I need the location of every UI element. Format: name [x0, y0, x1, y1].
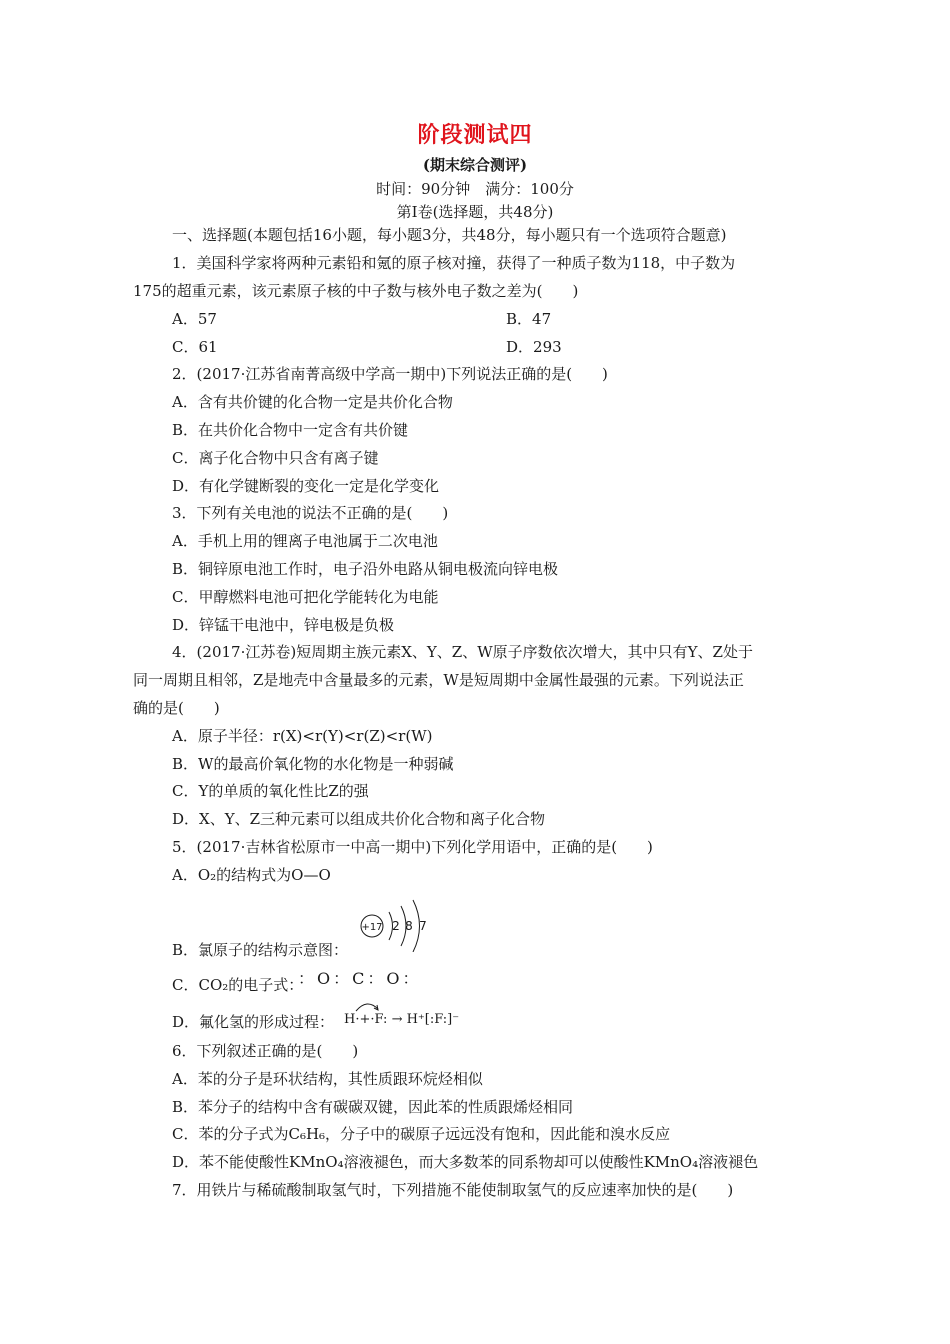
nucleus-charge-label: +17 [361, 922, 383, 933]
electron-transfer-arrow-icon [354, 1000, 380, 1012]
q2-option-a: A．含有共价键的化合物一定是共价化合物 [172, 393, 453, 411]
chlorine-atom-structure-diagram [358, 894, 436, 952]
q5-option-a: A．O₂的结构式为O—O [172, 866, 331, 884]
section-heading: 一、选择题(本题包括16小题，每小题3分，共48分，每小题只有一个选项符合题意) [172, 226, 727, 244]
page-title: 阶段测试四 [417, 122, 533, 148]
q5-option-d: D．氟化氢的形成过程： [172, 1013, 335, 1031]
q3-option-a: A．手机上用的锂离子电池属于二次电池 [172, 532, 438, 550]
q3-stem: 3．下列有关电池的说法不正确的是( ) [172, 504, 449, 522]
q1-stem-line2: 175的超重元素，该元素原子核的中子数与核外电子数之差为( ) [133, 282, 579, 300]
q1-option-b: B．47 [506, 310, 552, 328]
q4-option-c: C．Y的单质的氧化性比Z的强 [172, 782, 369, 800]
q4-stem-line3: 确的是( ) [133, 699, 220, 717]
co2-electron-formula: ：O：C：O： [298, 969, 422, 988]
q1-option-d: D．293 [506, 338, 562, 356]
volume-heading: 第Ⅰ卷(选择题，共48分) [396, 203, 554, 221]
q1-option-c: C．61 [172, 338, 218, 356]
q1-stem-line1: 1．美国科学家将两种元素铅和氪的原子核对撞，获得了一种质子数为118，中子数为 [172, 254, 736, 272]
q3-option-b: B．铜锌原电池工作时，电子沿外电路从铜电极流向锌电极 [172, 560, 559, 578]
q4-stem-line2: 同一周期且相邻，Z是地壳中含量最多的元素，W是短周期中金属性最强的元素。下列说法正 [133, 671, 744, 689]
q3-option-c: C．甲醇燃料电池可把化学能转化为电能 [172, 588, 439, 606]
page-subtitle: (期末综合测评) [422, 156, 528, 174]
q6-option-b: B．苯分子的结构中含有碳碳双键，因此苯的性质跟烯烃相同 [172, 1098, 574, 1116]
q2-option-c: C．离子化合物中只含有离子键 [172, 449, 379, 467]
q2-stem: 2．(2017·江苏省南菁高级中学高一期中)下列说法正确的是( ) [172, 365, 608, 383]
q4-option-b: B．W的最高价氧化物的水化物是一种弱碱 [172, 755, 454, 773]
q7-stem: 7．用铁片与稀硫酸制取氢气时，下列措施不能使制取氢气的反应速率加快的是( ) [172, 1181, 734, 1199]
hf-formation-formula: H·+·F: → H⁺[:F:]⁻ [344, 1012, 460, 1027]
q4-stem-line1: 4．(2017·江苏卷)短周期主族元素X、Y、Z、W原子序数依次增大，其中只有Y、Z处于 [172, 643, 753, 661]
q6-option-d: D．苯不能使酸性KMnO₄溶液褪色，而大多数苯的同系物却可以使酸性KMnO₄溶液褪色 [172, 1153, 759, 1171]
shell-electrons-3: 7 [419, 919, 427, 933]
shell-electrons-2: 8 [405, 919, 413, 933]
q5-option-c: C．CO₂的电子式： [172, 976, 304, 994]
q6-stem: 6．下列叙述正确的是( ) [172, 1042, 359, 1060]
shell-electrons-1: 2 [392, 919, 400, 933]
q3-option-d: D．锌锰干电池中，锌电极是负极 [172, 616, 395, 634]
q6-option-a: A．苯的分子是环状结构，其性质跟环烷烃相似 [172, 1070, 483, 1088]
q2-option-d: D．有化学键断裂的变化一定是化学变化 [172, 477, 440, 495]
q6-option-c: C．苯的分子式为C₆H₆，分子中的碳原子远远没有饱和，因此能和溴水反应 [172, 1125, 671, 1143]
q2-option-b: B．在共价化合物中一定含有共价键 [172, 421, 409, 439]
q4-option-d: D．X、Y、Z三种元素可以组成共价化合物和离子化合物 [172, 810, 546, 828]
q4-option-a: A．原子半径：r(X)<r(Y)<r(Z)<r(W) [172, 727, 433, 745]
q5-option-b: B．氯原子的结构示意图： [172, 941, 349, 959]
q1-option-a: A．57 [172, 310, 217, 328]
q5-stem: 5．(2017·吉林省松原市一中高一期中)下列化学用语中，正确的是( ) [172, 838, 653, 856]
time-info: 时间：90分钟 满分：100分 [376, 180, 574, 198]
